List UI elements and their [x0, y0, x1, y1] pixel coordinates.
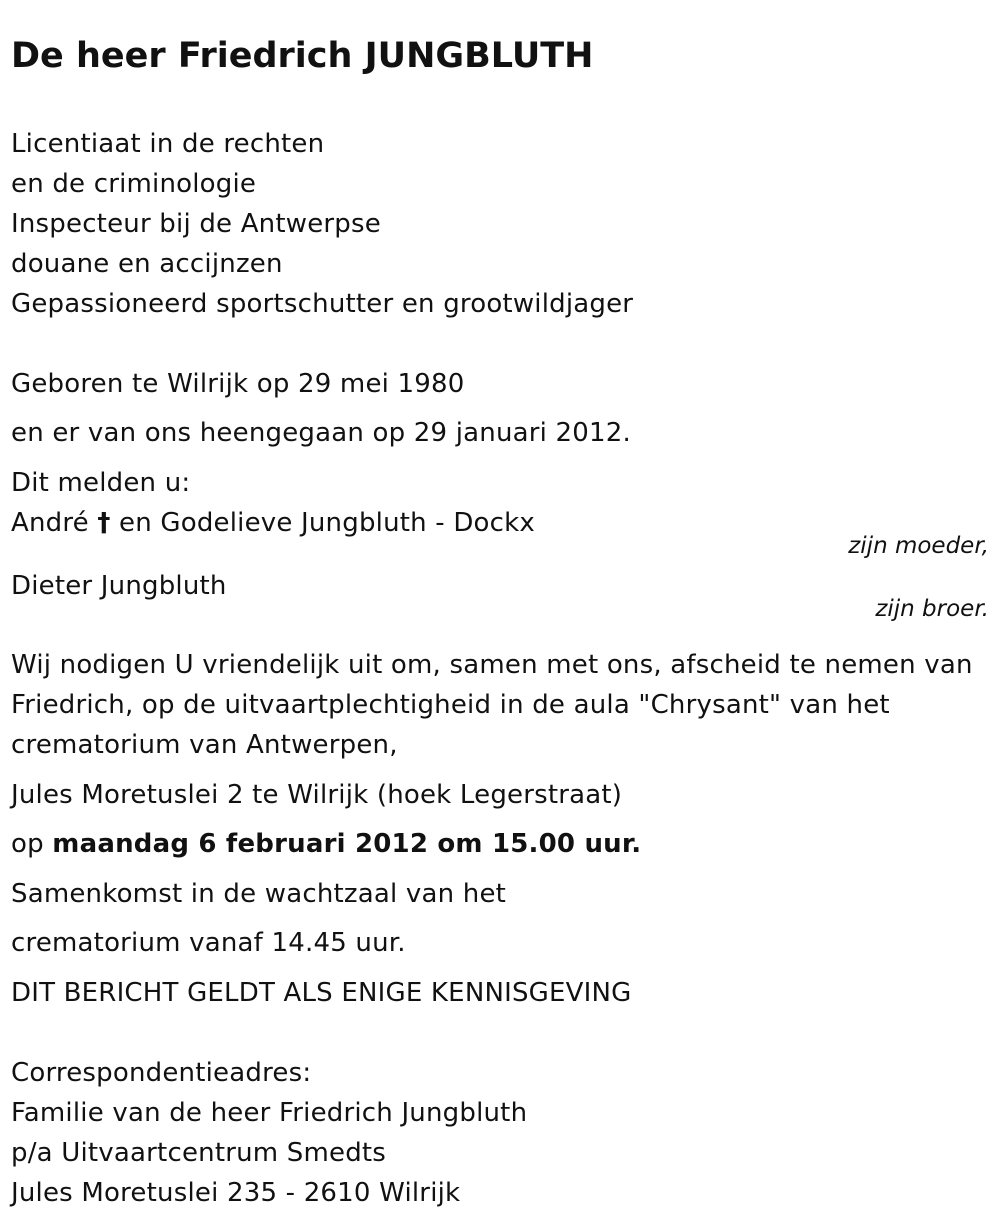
page-title: De heer Friedrich JUNGBLUTH	[11, 36, 594, 76]
parents-rest: en Godelieve Jungbluth - Dockx	[119, 508, 536, 538]
brother-relation: zijn broer.	[875, 596, 989, 622]
notice-line: DIT BERICHT GELDT ALS ENIGE KENNISGEVING	[11, 978, 632, 1008]
ceremony-date: maandag 6 februari 2012 om 15.00 uur.	[52, 829, 642, 859]
invitation-line-2: Friedrich, op de uitvaartplechtigheid in de aula "Chrysant" van het	[11, 690, 890, 720]
correspondence-line-3: Jules Moretuslei 235 - 2610 Wilrijk	[11, 1178, 461, 1208]
gathering-line-2: crematorium vanaf 14.45 uur.	[11, 928, 406, 958]
correspondence-heading: Correspondentieadres:	[11, 1058, 312, 1088]
invitation-line-1: Wij nodigen U vriendelijk uit om, samen met ons, afscheid te nemen van	[11, 650, 973, 680]
ceremony-address: Jules Moretuslei 2 te Wilrijk (hoek Legerstraat)	[11, 780, 623, 810]
title-line-2: en de criminologie	[11, 169, 257, 199]
date-prefix: op	[11, 829, 44, 859]
title-line-5: Gepassioneerd sportschutter en grootwildjager	[11, 289, 634, 319]
brother-line: Dieter Jungbluth	[11, 571, 227, 601]
correspondence-line-2: p/a Uitvaartcentrum Smedts	[11, 1138, 387, 1168]
title-line-3: Inspecteur bij de Antwerpse	[11, 209, 381, 239]
ceremony-date-line	[11, 827, 641, 861]
death-line: en er van ons heengegaan op 29 januari 2012.	[11, 418, 631, 448]
title-line-1: Licentiaat in de rechten	[11, 129, 325, 159]
gathering-line-1: Samenkomst in de wachtzaal van het	[11, 879, 507, 909]
parents-line	[11, 506, 535, 540]
cross-icon: †	[97, 508, 111, 538]
title-line-4: douane en accijnzen	[11, 249, 283, 279]
birth-line: Geboren te Wilrijk op 29 mei 1980	[11, 369, 465, 399]
father-name: André	[11, 508, 89, 538]
mother-relation: zijn moeder,	[848, 533, 989, 559]
correspondence-line-1: Familie van de heer Friedrich Jungbluth	[11, 1098, 528, 1128]
invitation-line-3: crematorium van Antwerpen,	[11, 730, 398, 760]
announce-line: Dit melden u:	[11, 468, 191, 498]
